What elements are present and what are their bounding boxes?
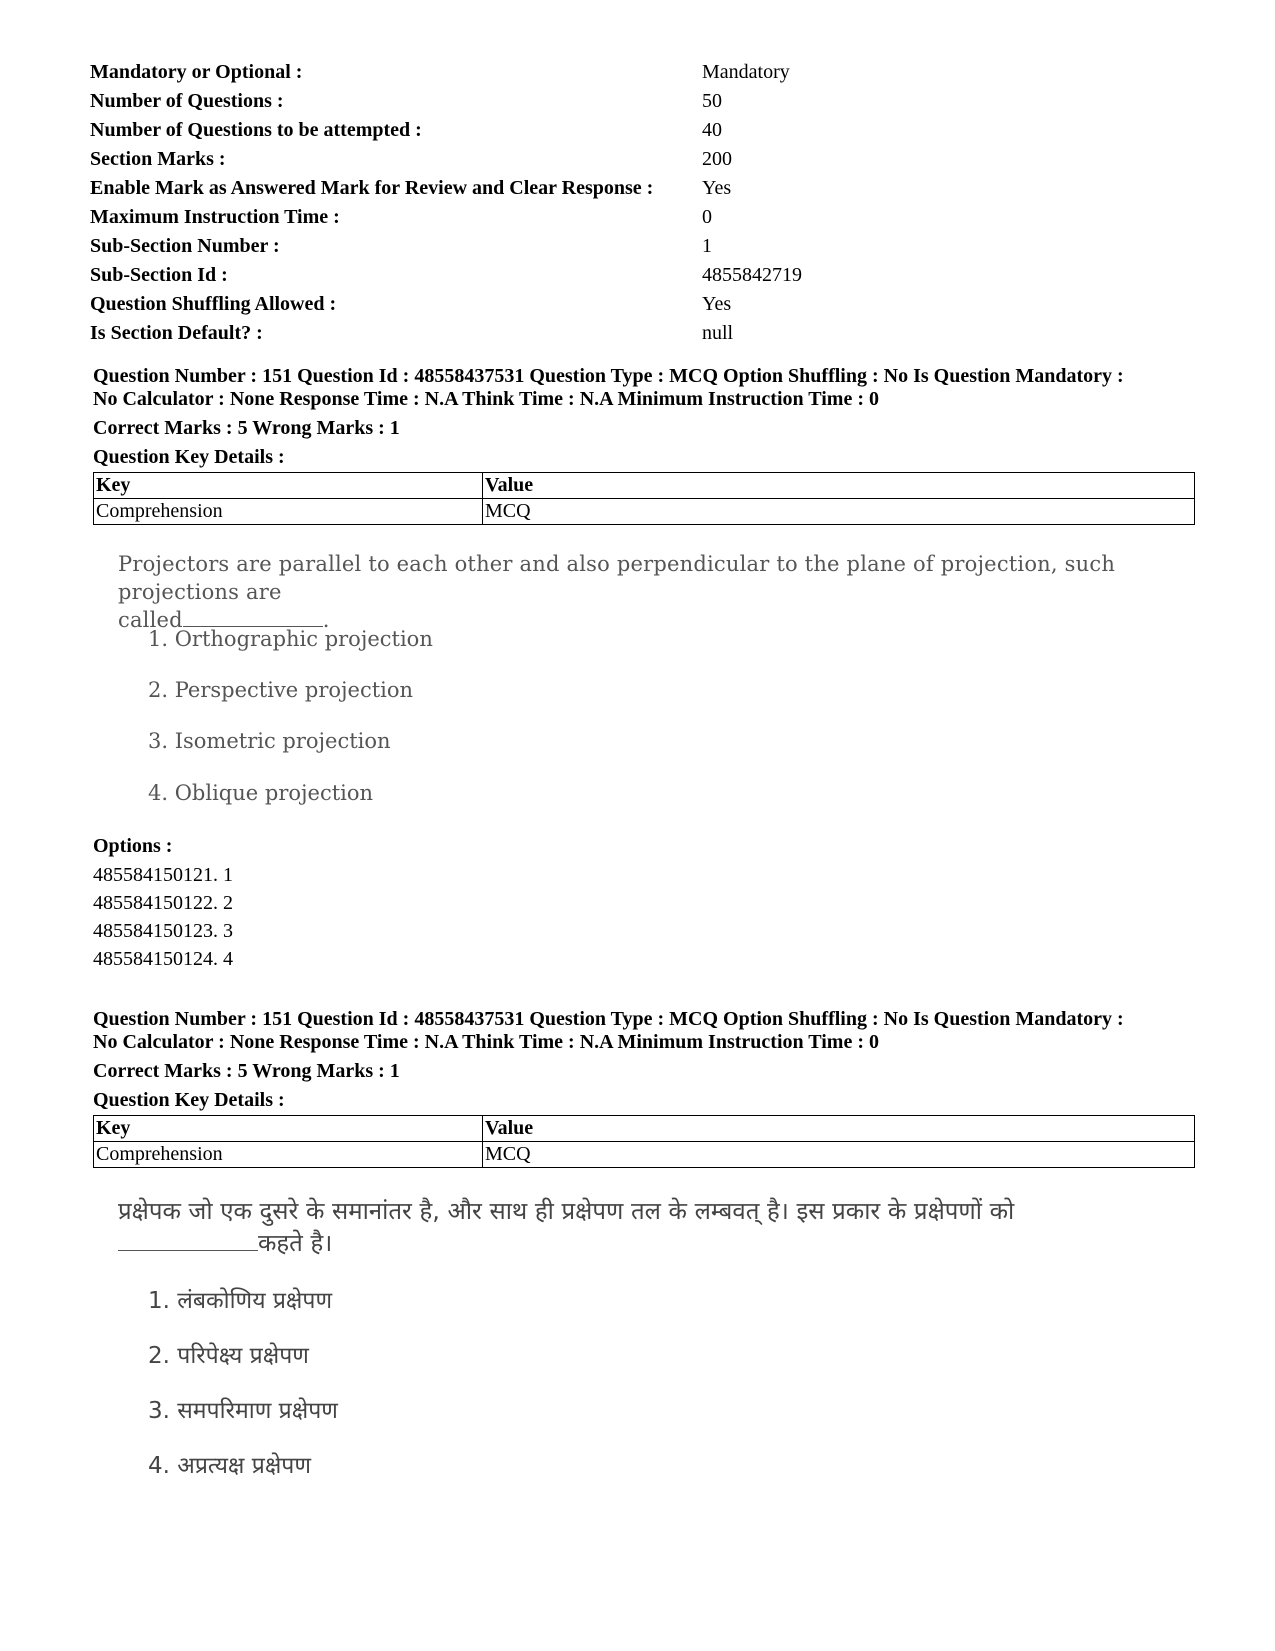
info-row: [90, 232, 890, 261]
table-cell-key: Comprehension: [94, 1142, 483, 1168]
info-row: [90, 261, 890, 290]
info-row: [90, 116, 890, 145]
table-cell-value: MCQ: [483, 1142, 1195, 1168]
info-label: Maximum Instruction Time :: [90, 206, 340, 228]
table-row: [94, 1142, 1195, 1168]
info-value: 1: [702, 235, 712, 257]
info-value: 0: [702, 206, 712, 228]
choice-item: 4. अप्रत्यक्ष प्रक्षेपण: [148, 1453, 311, 1479]
question-1-image: [118, 550, 1138, 820]
info-value: Mandatory: [702, 61, 790, 83]
info-label: Number of Questions :: [90, 90, 284, 112]
choice-item: 2. परिपेक्ष्य प्रक्षेपण: [148, 1343, 309, 1369]
info-row: [90, 174, 890, 203]
table-row: [94, 499, 1195, 525]
info-row: [90, 290, 890, 319]
info-row: [90, 145, 890, 174]
question-marks: Correct Marks : 5 Wrong Marks : 1: [93, 417, 400, 439]
question-2-image: [118, 1195, 1138, 1495]
choice-item: 3. Isometric projection: [148, 729, 391, 753]
table-header-value: Value: [483, 473, 1195, 499]
option-item: 485584150121. 1: [93, 864, 233, 886]
question-header-line: No Calculator : None Response Time : N.A Think Time : N.A Minimum Instruction Time : 0: [93, 1031, 879, 1053]
info-row: [90, 203, 890, 232]
info-label: Question Shuffling Allowed :: [90, 293, 337, 315]
info-value: 50: [702, 90, 722, 112]
info-value: null: [702, 322, 734, 344]
info-label: Sub-Section Number :: [90, 235, 280, 257]
table-header-row: [94, 1116, 1195, 1142]
question-stem-line2-suffix: कहते है।: [258, 1229, 333, 1257]
key-details-label: Question Key Details :: [93, 1089, 285, 1111]
question-1-options: [93, 832, 233, 973]
question-stem-line1: Projectors are parallel to each other and also perpendicular to the plane of projection, such projections are: [118, 552, 1116, 604]
table-header-key: Key: [94, 473, 483, 499]
option-item: 485584150124. 4: [93, 948, 233, 970]
question-stem-line2-suffix: .: [322, 608, 330, 632]
question-header-line: Question Number : 151 Question Id : 48558437531 Question Type : MCQ Option Shuffling : No Is Question Mandatory :: [93, 365, 1124, 387]
option-item: 485584150122. 2: [93, 892, 233, 914]
table-header-value: Value: [483, 1116, 1195, 1142]
info-value: 40: [702, 119, 722, 141]
question-header-line: Question Number : 151 Question Id : 48558437531 Question Type : MCQ Option Shuffling : No Is Question Mandatory :: [93, 1008, 1124, 1030]
key-details-label: Question Key Details :: [93, 446, 285, 468]
option-item: 485584150123. 3: [93, 920, 233, 942]
options-label: Options :: [93, 835, 173, 857]
info-label: Number of Questions to be attempted :: [90, 119, 422, 141]
info-row: [90, 87, 890, 116]
answer-blank: [183, 608, 323, 627]
table-header-key: Key: [94, 1116, 483, 1142]
question-stem: [118, 1195, 1138, 1259]
info-value: Yes: [702, 177, 732, 199]
key-details-table: [93, 472, 1195, 525]
choice-item: 1. लंबकोणिय प्रक्षेपण: [148, 1288, 333, 1314]
info-label: Sub-Section Id :: [90, 264, 228, 286]
question-marks: Correct Marks : 5 Wrong Marks : 1: [93, 1060, 400, 1082]
info-value: 200: [702, 148, 732, 170]
question-stem-line2-prefix: called: [118, 608, 183, 632]
choice-item: 3. समपरिमाण प्रक्षेपण: [148, 1398, 338, 1424]
info-row: [90, 319, 890, 348]
question-2-header: [93, 1008, 1193, 1168]
info-label: Is Section Default? :: [90, 322, 263, 344]
info-label: Enable Mark as Answered Mark for Review and Clear Response :: [90, 177, 654, 199]
question-1-header: [93, 365, 1193, 525]
info-value: 4855842719: [702, 264, 802, 286]
answer-blank: [118, 1230, 258, 1251]
info-label: Mandatory or Optional :: [90, 61, 303, 83]
table-cell-key: Comprehension: [94, 499, 483, 525]
info-value: Yes: [702, 293, 732, 315]
choice-item: 2. Perspective projection: [148, 678, 414, 702]
question-stem: [118, 550, 1138, 634]
section-info: [90, 58, 890, 348]
info-row: [90, 58, 890, 87]
choice-item: 1. Orthographic projection: [148, 627, 433, 651]
question-stem-line1: प्रक्षेपक जो एक दुसरे के समानांतर है, और साथ ही प्रक्षेपण तल के लम्बवत् है। इस प्रकार के प्रक्षेपणों को: [118, 1197, 1015, 1225]
question-header-line: No Calculator : None Response Time : N.A Think Time : N.A Minimum Instruction Time : 0: [93, 388, 879, 410]
table-header-row: [94, 473, 1195, 499]
table-cell-value: MCQ: [483, 499, 1195, 525]
info-label: Section Marks :: [90, 148, 226, 170]
choice-item: 4. Oblique projection: [148, 781, 374, 805]
key-details-table: [93, 1115, 1195, 1168]
